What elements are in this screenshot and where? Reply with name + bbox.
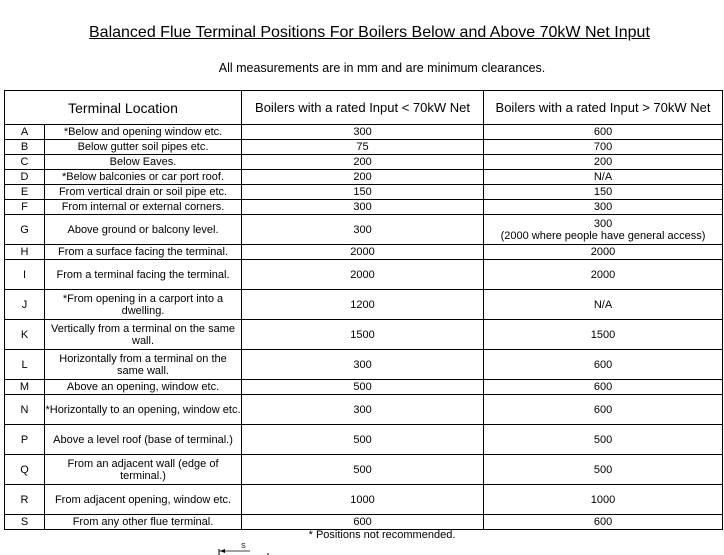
- table-row: [5, 170, 723, 185]
- table-row: [5, 485, 723, 515]
- header-terminal-location: Terminal Location: [5, 91, 242, 125]
- row-value-above-70kw: 600: [484, 380, 723, 395]
- table-row: [5, 290, 723, 320]
- table-row: [5, 320, 723, 350]
- row-code: H: [5, 245, 45, 260]
- table-row: [5, 515, 723, 530]
- table-row: [5, 215, 723, 245]
- row-location: *Below balconies or car port roof.: [45, 170, 242, 185]
- row-value-below-70kw: 2000: [242, 245, 484, 260]
- table-row: [5, 380, 723, 395]
- row-location: Below gutter soil pipes etc.: [45, 140, 242, 155]
- row-code: S: [5, 515, 45, 530]
- row-value-above-70kw: 600: [484, 125, 723, 140]
- row-value-above-70kw: 1000: [484, 485, 723, 515]
- row-value-above-70kw: 300: [484, 200, 723, 215]
- row-value-below-70kw: 300: [242, 125, 484, 140]
- row-code: B: [5, 140, 45, 155]
- row-code: F: [5, 200, 45, 215]
- table-row: [5, 350, 723, 380]
- row-value-below-70kw: 300: [242, 395, 484, 425]
- row-location: Vertically from a terminal on the same wall.: [45, 320, 242, 350]
- row-value-below-70kw: 200: [242, 155, 484, 170]
- table-row: [5, 140, 723, 155]
- row-value-below-70kw: 500: [242, 380, 484, 395]
- row-value-below-70kw: 1500: [242, 320, 484, 350]
- row-value-above-70kw: 600: [484, 515, 723, 530]
- row-value-below-70kw: 2000: [242, 260, 484, 290]
- sketch-label: S: [241, 543, 246, 550]
- row-value-above-70kw: 1500: [484, 320, 723, 350]
- row-location: From any other flue terminal.: [45, 515, 242, 530]
- row-value-above-70kw: N/A: [484, 170, 723, 185]
- row-location: Above a level roof (base of terminal.): [45, 425, 242, 455]
- row-value-note: (2000 where people have general access): [500, 229, 706, 242]
- table-row: [5, 185, 723, 200]
- table-row: [5, 200, 723, 215]
- row-location: *Below and opening window etc.: [45, 125, 242, 140]
- row-value-below-70kw: 1200: [242, 290, 484, 320]
- row-location: *From opening in a carport into a dwelling.: [45, 290, 242, 320]
- document-subtitle: All measurements are in mm and are minimum clearances.: [218, 61, 546, 75]
- row-code: D: [5, 170, 45, 185]
- row-location: *Horizontally to an opening, window etc.: [45, 395, 242, 425]
- row-code: C: [5, 155, 45, 170]
- row-code: Q: [5, 455, 45, 485]
- row-location: From a terminal facing the terminal.: [45, 260, 242, 290]
- row-location: Horizontally from a terminal on the same wall.: [45, 350, 242, 380]
- table-row: [5, 260, 723, 290]
- table-row: [5, 425, 723, 455]
- row-value-above-70kw-text: 300: [593, 217, 613, 230]
- row-code: K: [5, 320, 45, 350]
- row-value-below-70kw: 150: [242, 185, 484, 200]
- row-location: Above an opening, window etc.: [45, 380, 242, 395]
- row-value-above-70kw: 500: [484, 425, 723, 455]
- row-code: G: [5, 215, 45, 245]
- row-value-below-70kw: 200: [242, 170, 484, 185]
- footnote: * Positions not recommended.: [308, 529, 456, 541]
- row-code: P: [5, 425, 45, 455]
- row-location: From an adjacent wall (edge of terminal.): [45, 455, 242, 485]
- row-value-above-70kw: 700: [484, 140, 723, 155]
- row-value-above-70kw: 150: [484, 185, 723, 200]
- row-location: From adjacent opening, window etc.: [45, 485, 242, 515]
- table-row: [5, 245, 723, 260]
- row-location: From internal or external corners.: [45, 200, 242, 215]
- header-below-70kw: Boilers with a rated Input < 70kW Net: [242, 91, 484, 125]
- row-code: J: [5, 290, 45, 320]
- row-value-above-70kw: 2000: [484, 260, 723, 290]
- row-location: Above ground or balcony level.: [45, 215, 242, 245]
- row-value-below-70kw: 500: [242, 425, 484, 455]
- row-value-below-70kw: 75: [242, 140, 484, 155]
- row-code: R: [5, 485, 45, 515]
- row-code: M: [5, 380, 45, 395]
- table-row: [5, 395, 723, 425]
- table-row: [5, 125, 723, 140]
- table-body: [5, 125, 723, 530]
- header-above-70kw: Boilers with a rated Input > 70kW Net: [484, 91, 723, 125]
- row-value-below-70kw: 600: [242, 515, 484, 530]
- row-code: E: [5, 185, 45, 200]
- row-location: Below Eaves.: [45, 155, 242, 170]
- row-code: A: [5, 125, 45, 140]
- table-row: [5, 155, 723, 170]
- row-code: L: [5, 350, 45, 380]
- clearance-table: [4, 90, 723, 530]
- row-code: I: [5, 260, 45, 290]
- row-value-below-70kw: 1000: [242, 485, 484, 515]
- row-value-below-70kw: 300: [242, 200, 484, 215]
- row-value-above-70kw: 200: [484, 155, 723, 170]
- row-value-above-70kw: 2000: [484, 245, 723, 260]
- document-title: Balanced Flue Terminal Positions For Boilers Below and Above 70kW Net Input: [89, 24, 650, 41]
- row-value-below-70kw: 300: [242, 215, 484, 245]
- table-row: [5, 455, 723, 485]
- row-value-above-70kw: 600: [484, 395, 723, 425]
- row-value-above-70kw: 600: [484, 350, 723, 380]
- row-code: N: [5, 395, 45, 425]
- diagram-fragment: [216, 542, 276, 555]
- row-location: From vertical drain or soil pipe etc.: [45, 185, 242, 200]
- row-location: From a surface facing the terminal.: [45, 245, 242, 260]
- row-value-below-70kw: 500: [242, 455, 484, 485]
- row-value-above-70kw: [484, 215, 723, 245]
- row-value-above-70kw: N/A: [484, 290, 723, 320]
- row-value-below-70kw: 300: [242, 350, 484, 380]
- row-value-above-70kw: 500: [484, 455, 723, 485]
